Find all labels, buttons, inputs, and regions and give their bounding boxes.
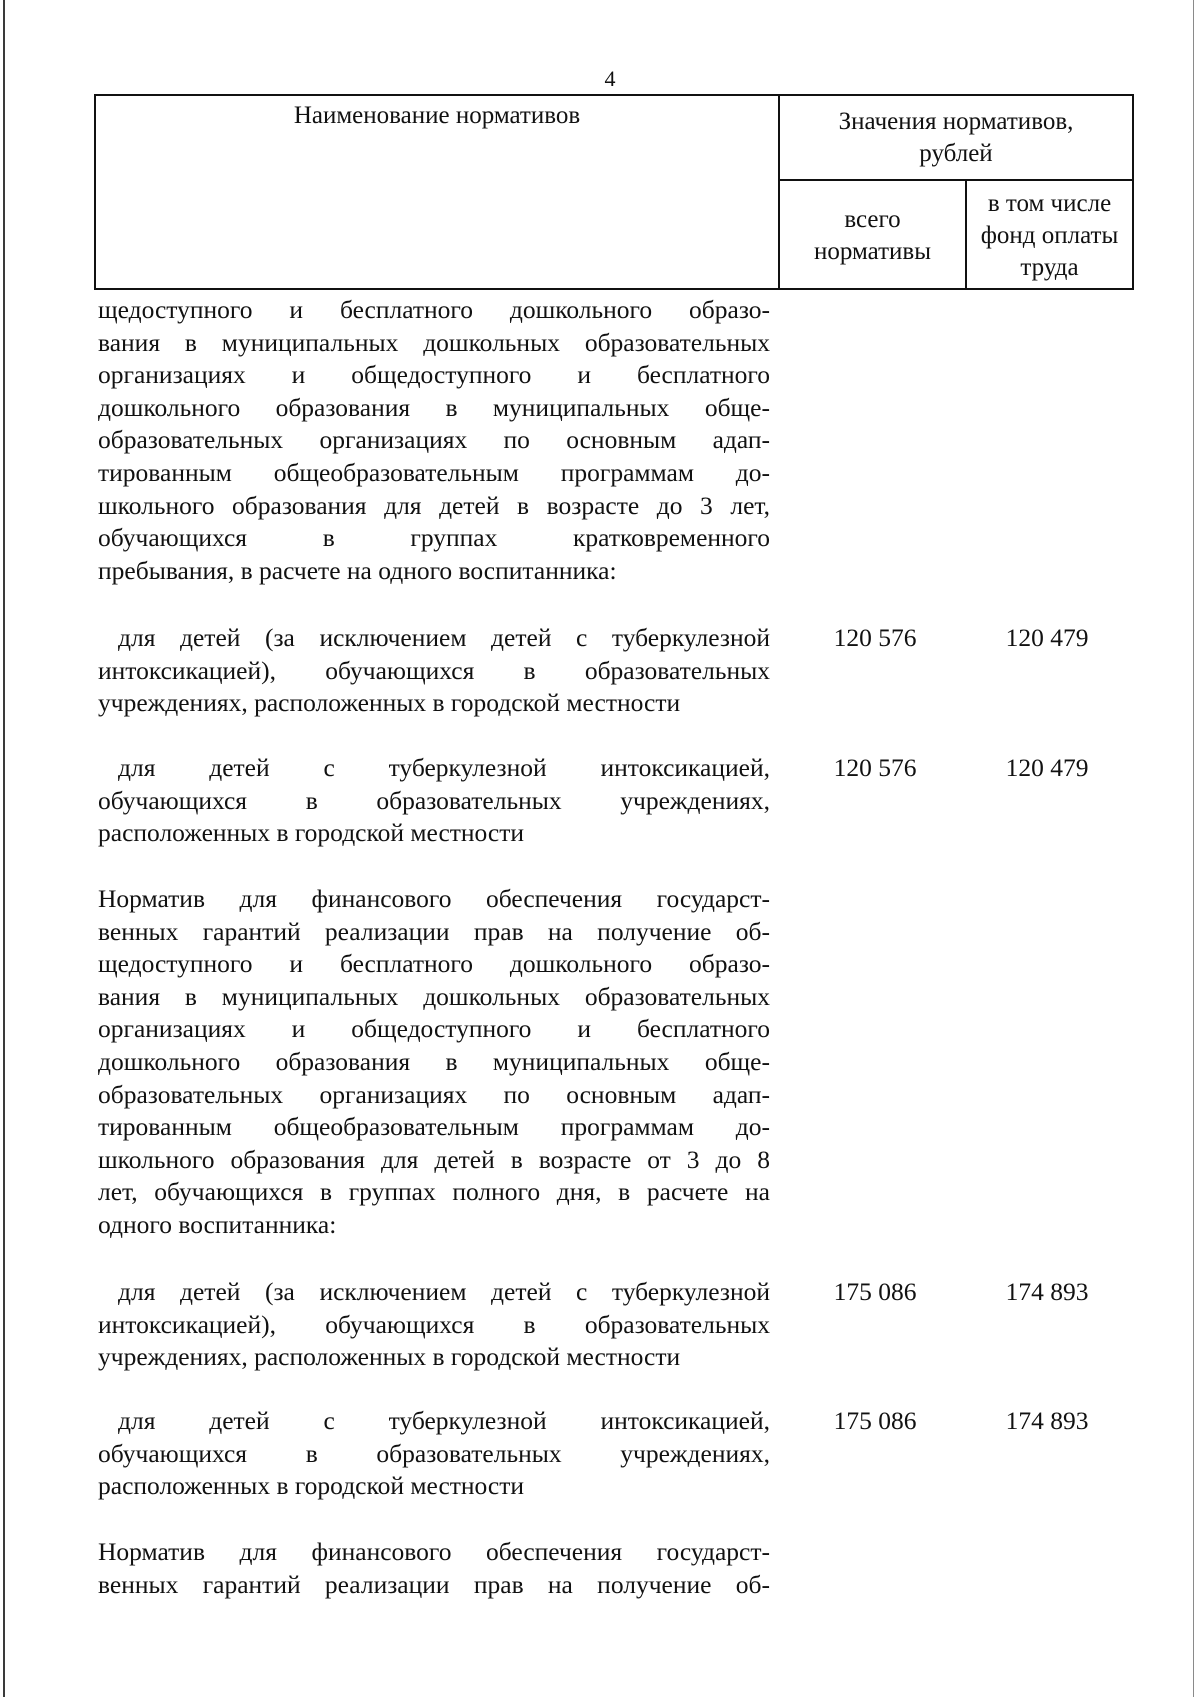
norm-row-description: [98, 1276, 770, 1374]
text-line: дошкольного образования в муниципальных обще-: [98, 1046, 770, 1076]
text-line: расположенных в городской местности: [98, 818, 525, 848]
text-line: щедоступного и бесплатного дошкольного образо-: [98, 949, 770, 979]
text-line: обучающихся в образовательных учреждениях,: [98, 785, 770, 815]
text-line: тированным общеобразовательным программам до-: [98, 457, 770, 487]
text-line: лет, обучающихся в группах полного дня, в расчете на: [98, 1177, 770, 1207]
text-line: образовательных организациях по основным адап-: [98, 425, 770, 455]
norm-fund-value: 174 893: [1005, 1277, 1089, 1306]
text-line: обучающихся в группах кратковременного: [98, 523, 770, 553]
norm-row-description: [98, 1405, 770, 1503]
text-line: пребывания, в расчете на одного воспитанника:: [98, 555, 617, 585]
norm-fund-value: 120 479: [1005, 753, 1089, 782]
text-line: Норматив для финансового обеспечения государст-: [98, 884, 770, 913]
header-name-column: [96, 100, 778, 132]
text-line: для детей с туберкулезной интоксикацией,: [118, 753, 770, 782]
text-line: вания в муниципальных дошкольных образовательных: [98, 981, 770, 1011]
text-line: школьного образования для детей в возрасте от 3 до 8: [98, 1144, 770, 1174]
norm-fund-value: 120 479: [1005, 623, 1089, 652]
text-line: одного воспитанника:: [98, 1209, 337, 1239]
text-line: венных гарантий реализации прав на получение об-: [98, 1569, 770, 1599]
header-fund-line: труда: [1020, 254, 1079, 281]
text-line: вания в муниципальных дошкольных образовательных: [98, 327, 770, 357]
norm-total-value: 120 576: [833, 623, 917, 652]
header-fund-line: в том числе: [987, 190, 1112, 217]
text-line: школьного образования для детей в возрасте до 3 лет,: [98, 490, 770, 520]
header-values-line: Значения нормативов,: [838, 108, 1074, 135]
text-line: венных гарантий реализации прав на получение об-: [98, 916, 770, 946]
text-line: организациях и общедоступного и бесплатного: [98, 360, 770, 390]
text-line: интоксикацией), обучающихся в образовательных: [98, 1309, 770, 1339]
text-line: Норматив для финансового обеспечения государст-: [98, 1537, 770, 1566]
page-number: 4: [604, 66, 616, 91]
text-line: щедоступного и бесплатного дошкольного образо-: [98, 295, 770, 324]
text-line: для детей (за исключением детей с туберкулезной: [118, 1277, 770, 1306]
header-name-label: Наименование нормативов: [293, 102, 581, 129]
text-line: обучающихся в образовательных учреждениях,: [98, 1438, 770, 1468]
norm-fund-value: 174 893: [1005, 1406, 1089, 1435]
header-fund-line: фонд оплаты: [980, 222, 1119, 249]
text-line: учреждениях, расположенных в городской местности: [98, 1342, 681, 1372]
text-line: организациях и общедоступного и бесплатного: [98, 1014, 770, 1044]
text-line: для детей (за исключением детей с туберкулезной: [118, 623, 770, 652]
text-line: расположенных в городской местности: [98, 1471, 525, 1501]
norm-row-description: [98, 752, 770, 850]
paragraph-preschool-3-to-8: [98, 883, 770, 1242]
norm-total-value: 120 576: [833, 753, 917, 782]
header-values-line: рублей: [919, 140, 993, 167]
text-line: тированным общеобразовательным программам до-: [98, 1112, 770, 1142]
table-header: [94, 94, 1134, 290]
paragraph-preschool-under3: [98, 294, 770, 587]
page-left-edge: [3, 0, 5, 1697]
header-values-column: [780, 106, 1132, 170]
header-divider-sub-horizontal: [778, 179, 1132, 181]
header-total-column: [780, 204, 965, 268]
text-line: учреждениях, расположенных в городской местности: [98, 688, 681, 718]
paragraph-next-norm: [98, 1536, 770, 1601]
header-total-line: нормативы: [813, 238, 931, 265]
page-right-edge: [1193, 0, 1194, 1697]
text-line: образовательных организациях по основным адап-: [98, 1079, 770, 1109]
header-total-line: всего: [844, 206, 901, 233]
header-fund-column: [967, 188, 1132, 284]
norm-total-value: 175 086: [833, 1277, 917, 1306]
norm-total-value: 175 086: [833, 1406, 917, 1435]
norm-row-description: [98, 622, 770, 720]
text-line: дошкольного образования в муниципальных обще-: [98, 392, 770, 422]
text-line: интоксикацией), обучающихся в образовательных: [98, 655, 770, 685]
text-line: для детей с туберкулезной интоксикацией,: [118, 1406, 770, 1435]
